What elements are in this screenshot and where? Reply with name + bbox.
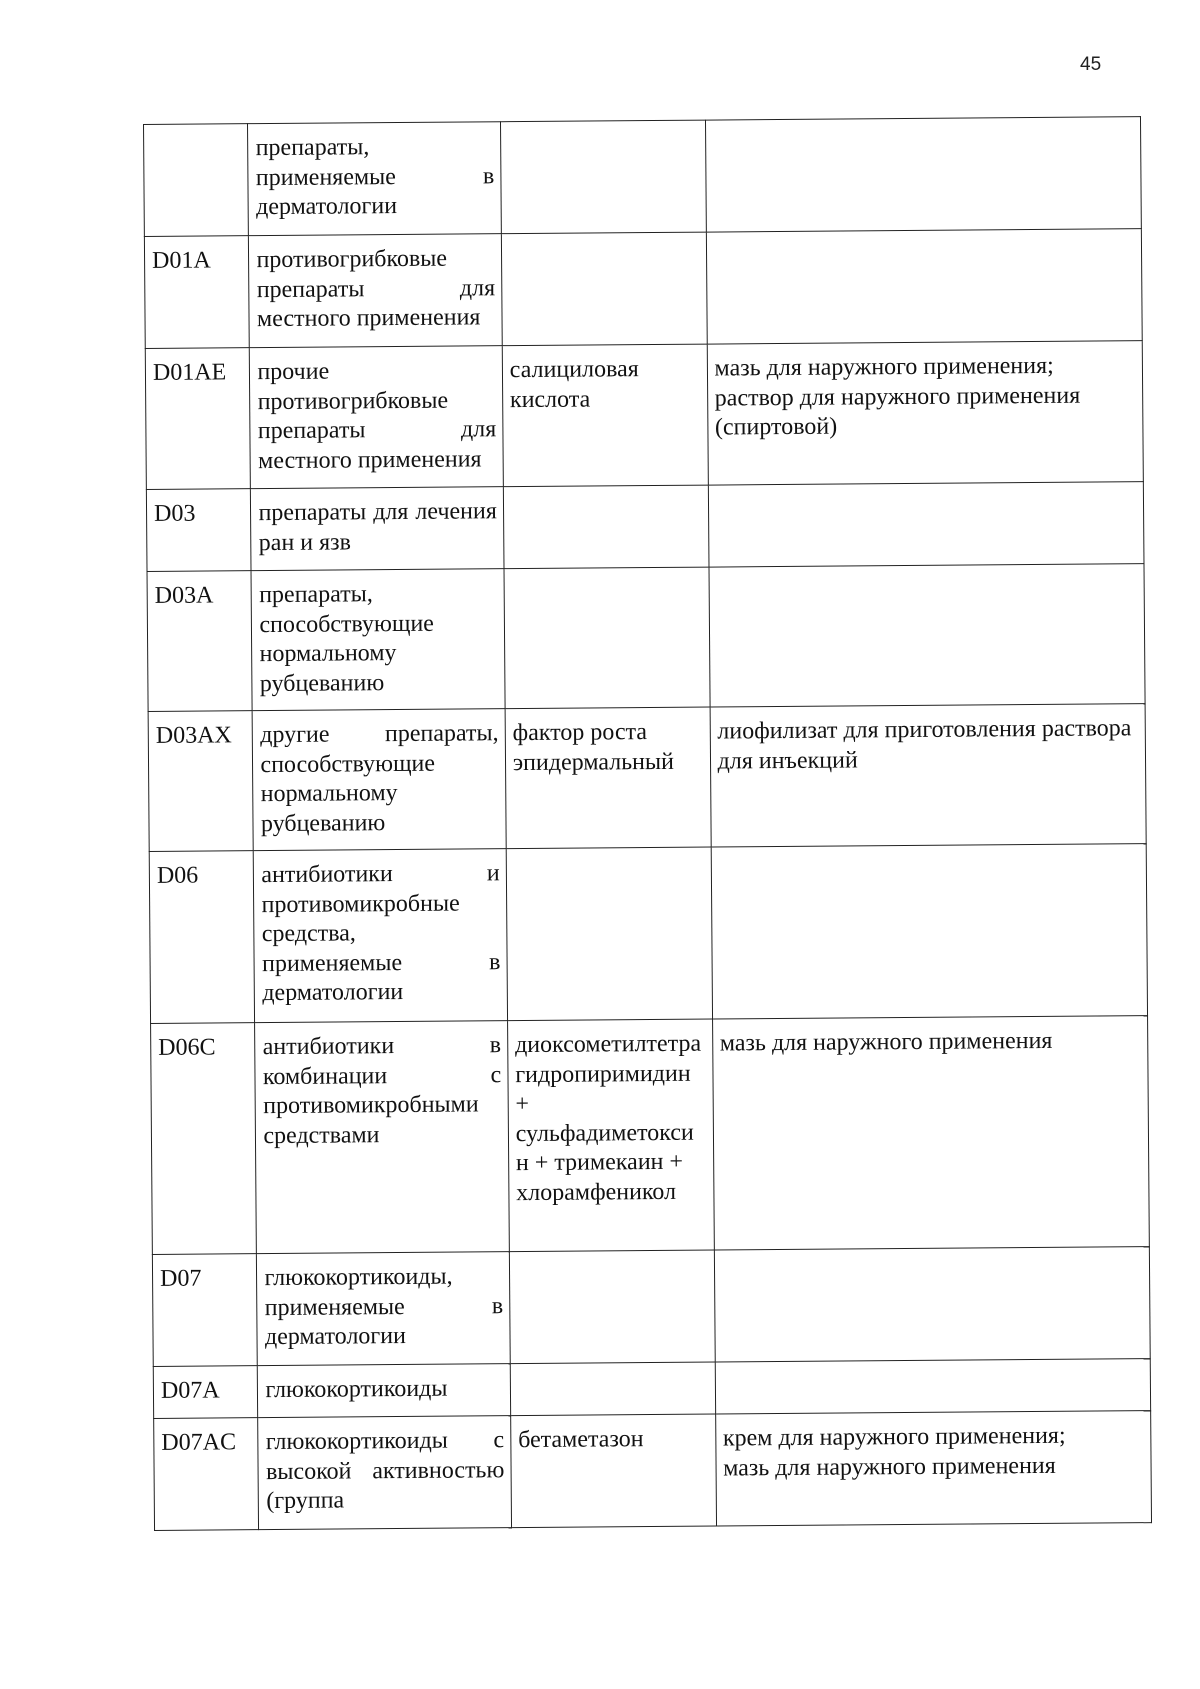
dosage-form-line: раствор для наружного применения (спиртовой) — [714, 382, 1081, 441]
dosage-form-line: лиофилизат для приготовления раствора для инъекций — [717, 715, 1132, 775]
atc-code-cell: D06 — [149, 851, 255, 1024]
substance-cell — [510, 1362, 715, 1416]
drug-table — [143, 116, 1152, 1531]
anatomical-group-cell: глюкокортикоиды с высокой активностью (группа — [258, 1416, 511, 1530]
anatomical-group-cell: препараты, способствующие нормальному рубцеванию — [251, 569, 504, 711]
atc-code-cell: D01AE — [145, 348, 251, 490]
table-row — [144, 229, 1142, 349]
dosage-form-cell — [714, 1247, 1150, 1362]
dosage-form-cell — [707, 341, 1144, 485]
substance-cell: салициловая кислота — [502, 344, 708, 487]
atc-code-cell: D07A — [153, 1366, 258, 1419]
dosage-form-cell — [710, 704, 1147, 847]
substance-cell — [500, 120, 706, 234]
atc-code-cell: D01A — [144, 236, 249, 349]
dosage-form-cell — [709, 564, 1146, 707]
substance-cell: диоксометилтетрагидропиримидин + сульфадиметоксин + тримекаин + хлорамфеникол — [507, 1019, 714, 1252]
dosage-form-cell — [715, 1411, 1151, 1526]
atc-code-cell: D06C — [151, 1023, 257, 1255]
anatomical-group-cell: другие препараты, способствующие нормальному рубцеванию — [253, 709, 506, 851]
table-body — [144, 117, 1152, 1531]
table-row — [152, 1247, 1150, 1367]
substance-cell — [503, 485, 708, 569]
substance-cell — [506, 847, 712, 1021]
table-row — [153, 1359, 1150, 1419]
substance-cell — [501, 232, 707, 346]
anatomical-group-cell: антибиотики в комбинации с противомикробными средствами — [255, 1021, 509, 1254]
anatomical-group-cell: глюкокортикоиды — [258, 1364, 511, 1418]
dosage-form-cell — [705, 117, 1141, 232]
anatomical-group-cell: противогрибковые препараты для местного применения — [249, 234, 502, 348]
atc-code-cell: D03A — [147, 571, 253, 712]
atc-code-cell: D03AX — [148, 711, 254, 852]
anatomical-group-cell: препараты для лечения ран и язв — [251, 487, 504, 571]
atc-code-cell — [144, 124, 249, 237]
anatomical-group-cell: прочие противогрибковые препараты для местного применения — [250, 346, 503, 489]
table-row — [146, 482, 1144, 572]
atc-code-cell: D07AC — [154, 1418, 259, 1531]
table-row — [147, 564, 1145, 712]
table-row — [151, 1016, 1150, 1255]
substance-cell — [504, 567, 710, 709]
dosage-form-cell — [706, 229, 1142, 344]
atc-code-cell: D07 — [152, 1254, 257, 1367]
anatomical-group-cell: антибиотики и противомикробные средства, применяемые в дерматологии — [254, 849, 508, 1023]
table-row — [144, 117, 1142, 237]
dosage-form-cell — [712, 1016, 1149, 1250]
substance-cell: фактор роста эпидермальный — [505, 707, 711, 849]
table-row — [145, 341, 1143, 490]
dosage-form-cell — [711, 844, 1148, 1019]
table-row — [154, 1411, 1152, 1531]
atc-code-cell: D03 — [146, 489, 251, 572]
page-number: 45 — [1080, 54, 1102, 75]
dosage-form-cell — [708, 482, 1144, 567]
dosage-form-line: мазь для наружного применения; — [714, 352, 1054, 382]
dosage-form-line: мазь для наружного применения — [723, 1452, 1056, 1481]
anatomical-group-cell: глюкокортикоиды, применяемые в дерматологии — [257, 1252, 510, 1366]
dosage-form-cell — [715, 1359, 1151, 1414]
dosage-form-line: мазь для наружного применения — [719, 1027, 1053, 1057]
table-row — [149, 844, 1147, 1024]
dosage-form-line: крем для наружного применения; — [722, 1422, 1066, 1452]
substance-cell — [509, 1250, 715, 1364]
table-row — [148, 704, 1146, 852]
substance-cell: бетаметазон — [510, 1414, 716, 1528]
anatomical-group-cell: препараты, применяемые в дерматологии — [248, 122, 501, 236]
